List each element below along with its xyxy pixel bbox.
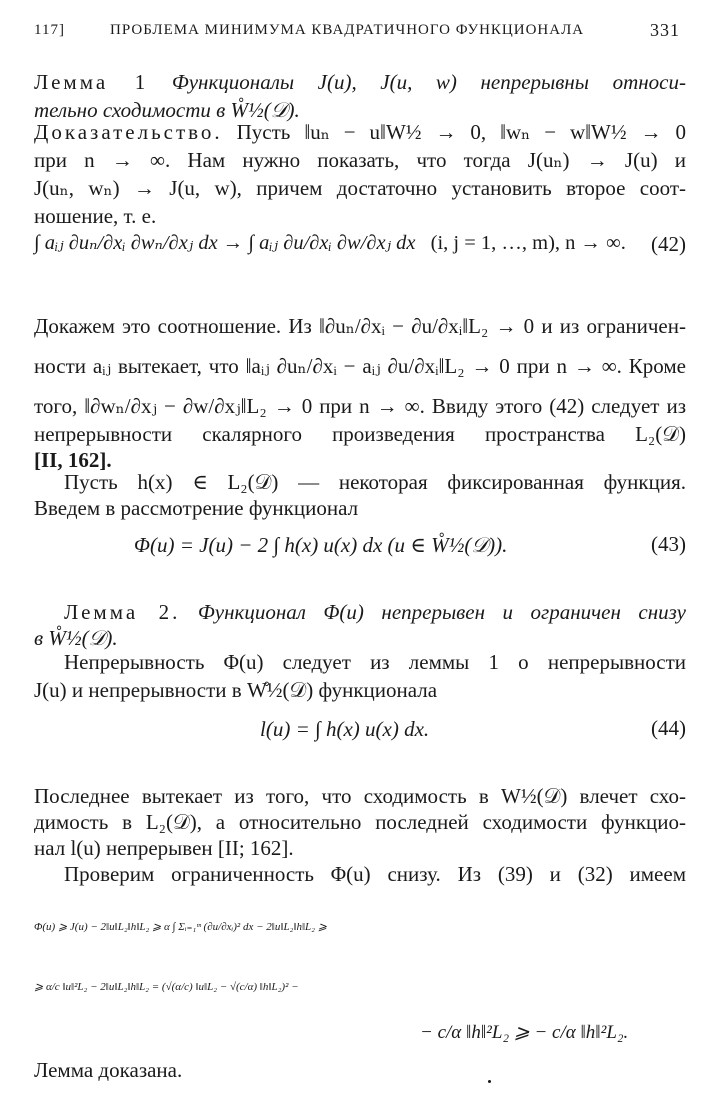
lemma-2-statement-cont: в W̊½(𝒟). bbox=[34, 626, 118, 650]
para2-line-2: ности aᵢⱼ вытекает, что ‖aᵢⱼ ∂uₙ/∂xᵢ − aᵢⱼ ∂u/∂xᵢ‖L₂ → 0 при n → ∞. Кроме bbox=[34, 354, 686, 378]
para5-line-3: нал l(u) непрерывен [II; 162]. bbox=[34, 836, 294, 860]
para2-line-1: Докажем это соотношение. Из ‖∂uₙ/∂xᵢ − ∂u/∂xᵢ‖L₂ → 0 и из ограничен- bbox=[34, 314, 686, 338]
header-section-number: 117] bbox=[34, 22, 65, 38]
page-number: 331 bbox=[650, 20, 680, 40]
proof-line-2: при n → ∞. Нам нужно показать, что тогда J(uₙ) → J(u) и bbox=[34, 148, 686, 172]
para2-line-4: непрерывности скалярного произведения пространства L₂(𝒟) bbox=[34, 422, 686, 446]
header-title: ПРОБЛЕМА МИНИМУМА КВАДРАТИЧНОГО ФУНКЦИОНАЛА bbox=[110, 22, 585, 38]
lemma-2-statement: Функционал Φ(u) непрерывен и ограничен снизу bbox=[197, 600, 686, 624]
proof-line-1: Пусть ‖uₙ − u‖W½ → 0, ‖wₙ − w‖W½ → 0 bbox=[236, 120, 687, 144]
equation-42-formula: ∫ aᵢⱼ ∂uₙ/∂xᵢ ∂wₙ/∂xⱼ dx → ∫ aᵢⱼ ∂u/∂xᵢ ∂w/∂xⱼ dx (i, j = 1, …, m), n → ∞. bbox=[34, 232, 626, 254]
equation-44-formula: l(u) = ∫ h(x) u(x) dx. bbox=[260, 717, 430, 741]
equation-44-number: (44) bbox=[651, 716, 686, 740]
lemma-1-statement-cont: тельно сходимости в W̊½(𝒟). bbox=[34, 98, 300, 122]
conclusion: Лемма доказана. bbox=[34, 1058, 183, 1082]
equation-43-formula: Φ(u) = J(u) − 2 ∫ h(x) u(x) dx (u ∈ W̊½(𝒟)). bbox=[134, 533, 508, 557]
proof-line-3: J(uₙ, wₙ) → J(u, w), причем достаточно установить второе соот- bbox=[34, 176, 686, 200]
equation-42-number: (42) bbox=[651, 232, 686, 256]
print-speck bbox=[488, 1080, 491, 1083]
bound-row-1: Φ(u) ⩾ J(u) − 2‖u‖L₂‖h‖L₂ ⩾ α ∫ Σᵢ₌₁ᵐ (∂u/∂xᵢ)² dx − 2‖u‖L₂‖h‖L₂ ⩾ bbox=[34, 921, 327, 933]
bound-row-2: ⩾ α/c ‖u‖²L₂ − 2‖u‖L₂‖h‖L₂ = (√(α/c) ‖u‖L₂ − √(c/α) ‖h‖L₂)² − bbox=[34, 981, 299, 993]
lemma-1-label: Лемма 1 bbox=[34, 70, 149, 94]
para3-line-1: Пусть h(x) ∈ L₂(𝒟) — некоторая фиксированная функция. bbox=[64, 470, 686, 494]
lemma-2-label: Лемма 2. bbox=[64, 600, 181, 624]
para6-line-1: Проверим ограниченность Φ(u) снизу. Из (39) и (32) имеем bbox=[64, 862, 686, 886]
para5-line-2: димость в L₂(𝒟), а относительно последней сходимости функцио- bbox=[34, 810, 686, 834]
equation-43-number: (43) bbox=[651, 532, 686, 556]
para2-line-3: того, ‖∂wₙ/∂xⱼ − ∂w/∂xⱼ‖L₂ → 0 при n → ∞. Ввиду этого (42) следует из bbox=[34, 394, 686, 418]
para4-line-1: Непрерывность Φ(u) следует из леммы 1 о непрерывности bbox=[64, 650, 686, 674]
para2-line-5: [II, 162]. bbox=[34, 448, 112, 472]
para5-line-1: Последнее вытекает из того, что сходимость в W½(𝒟) влечет схо- bbox=[34, 784, 686, 808]
para3-line-2: Введем в рассмотрение функционал bbox=[34, 496, 359, 520]
para4-line-2: J(u) и непрерывности в W̊½(𝒟) функционала bbox=[34, 678, 438, 702]
bound-row-3: − c/α ‖h‖²L₂ ⩾ − c/α ‖h‖²L₂. bbox=[420, 1022, 629, 1043]
proof-label: Доказательство. bbox=[34, 120, 223, 144]
proof-line-4: ношение, т. е. bbox=[34, 204, 157, 228]
lemma-1-statement: Функционалы J(u), J(u, w) непрерывны относи- bbox=[171, 70, 686, 94]
